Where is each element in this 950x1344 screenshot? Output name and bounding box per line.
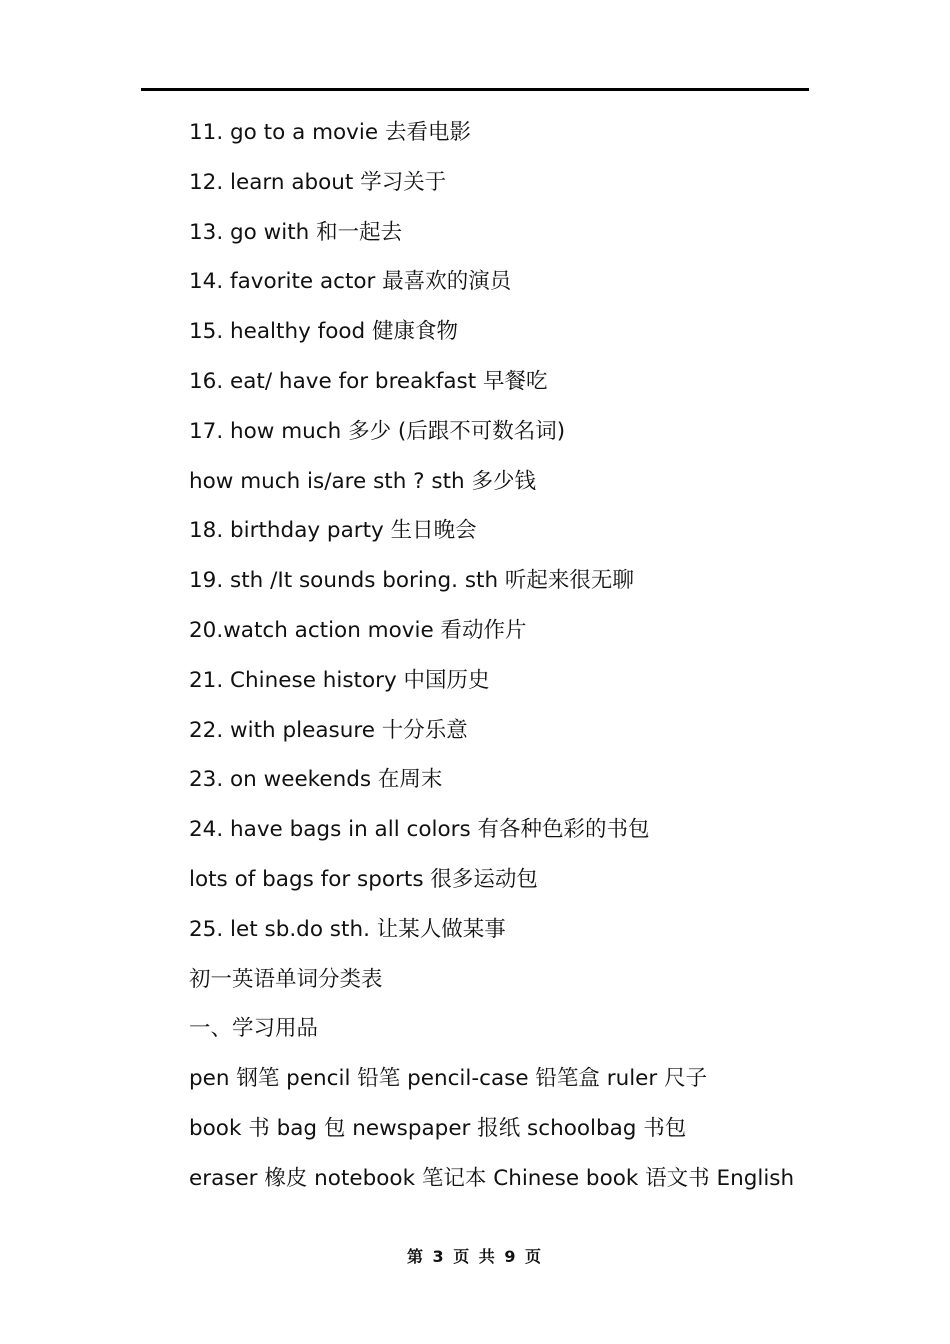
text-line: 22. with pleasure 十分乐意	[189, 717, 468, 743]
text-line: book 书 bag 包 newspaper 报纸 schoolbag 书包	[189, 1115, 687, 1141]
text-line: 19. sth /It sounds boring. sth 听起来很无聊	[189, 568, 634, 594]
text-line: how much is/are sth ? sth 多少钱	[189, 468, 537, 494]
text-line: 15. healthy food 健康食物	[189, 319, 459, 345]
text-line: pen 钢笔 pencil 铅笔 pencil-case 铅笔盒 ruler 尺子	[189, 1066, 708, 1092]
header-rule	[141, 88, 809, 91]
text-line: 23. on weekends 在周末	[189, 767, 443, 793]
text-line: 16. eat/ have for breakfast 早餐吃	[189, 368, 548, 394]
text-line: 12. learn about 学习关于	[189, 169, 447, 195]
text-line: 25. let sb.do sth. 让某人做某事	[189, 916, 506, 942]
text-line: 11. go to a movie 去看电影	[189, 120, 471, 145]
text-line: eraser 橡皮 notebook 笔记本 Chinese book 语文书 English	[189, 1165, 795, 1191]
text-line: 20.watch action movie 看动作片	[189, 617, 527, 643]
section-heading: 一、学习用品	[189, 1016, 319, 1042]
text-line: 13. go with 和一起去	[189, 219, 403, 245]
text-line: 24. have bags in all colors 有各种色彩的书包	[189, 817, 650, 843]
page-number: 第 3 页 共 9 页	[406, 1247, 544, 1266]
text-line: 21. Chinese history 中国历史	[189, 667, 490, 693]
document-body	[189, 108, 829, 1204]
section-title: 初一英语单词分类表	[189, 966, 383, 992]
text-line: 14. favorite actor 最喜欢的演员	[189, 269, 512, 295]
text-line: 18. birthday party 生日晚会	[189, 518, 477, 544]
text-line: 17. how much 多少 (后跟不可数名词)	[189, 418, 566, 444]
text-line: lots of bags for sports 很多运动包	[189, 866, 538, 892]
